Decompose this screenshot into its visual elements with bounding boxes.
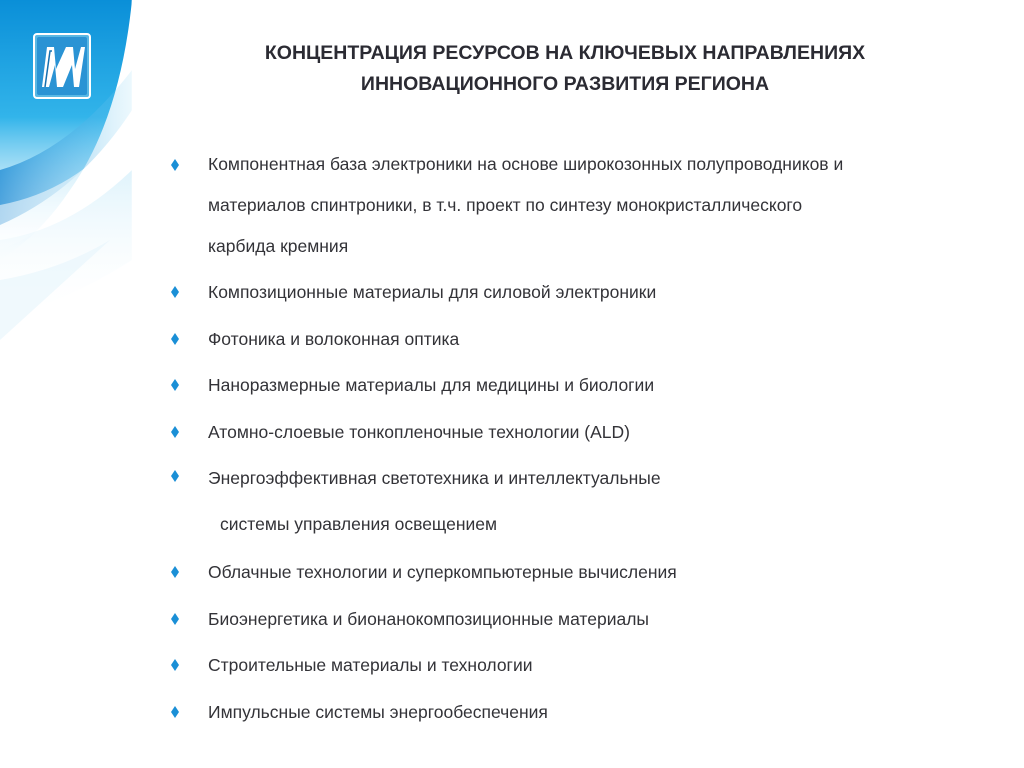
list-item-line: Компонентная база электроники на основе широкозонных полупроводников и [208,154,844,174]
diamond-bullet-icon [170,705,180,719]
list-item [168,642,998,689]
diamond-bullet-icon [170,469,180,483]
diamond-bullet-icon [170,332,180,346]
list-item [168,549,998,596]
directions-list [168,144,998,735]
list-item-text: Облачные технологии и суперкомпьютерные вычисления [208,562,677,582]
list-item-line: карбида кремния [208,236,349,256]
list-item [168,596,998,643]
list-item-text: Наноразмерные материалы для медицины и биологии [208,375,655,395]
diamond-bullet-icon [170,158,180,172]
list-item [168,316,998,363]
diamond-bullet-icon [170,565,180,579]
list-item-line: Энергоэффективная светотехника и интеллектуальные [208,468,661,488]
list-item-text: Атомно-слоевые тонкопленочные технологии (ALD) [208,421,630,442]
diamond-bullet-icon [170,378,180,392]
page-title [150,38,980,100]
list-item [168,362,998,409]
list-item-text: Фотоника и волоконная оптика [208,328,460,349]
logo-icon [33,33,91,99]
list-item-text: Импульсные системы энергообеспечения [208,701,548,722]
title-line-2: ИННОВАЦИОННОГО РАЗВИТИЯ РЕГИОНА [360,73,770,95]
list-item-line: системы управления освещением [220,514,498,534]
diamond-bullet-icon [170,612,180,626]
diamond-bullet-icon [170,658,180,672]
list-item [168,269,998,316]
list-item-text: Строительные материалы и технологии [208,655,533,675]
list-item [168,144,998,269]
list-item [168,689,998,736]
list-item-line: материалов спинтроники, в т.ч. проект по синтезу монокристаллического [208,195,803,215]
list-item [168,455,998,549]
title-line-1: КОНЦЕНТРАЦИЯ РЕСУРСОВ НА КЛЮЧЕВЫХ НАПРАВЛЕНИЯХ [264,42,866,64]
diamond-bullet-icon [170,425,180,439]
list-item [168,409,998,456]
list-item-text: Биоэнергетика и бионанокомпозиционные материалы [208,608,650,629]
diamond-bullet-icon [170,285,180,299]
list-item-text: Композиционные материалы для силовой электроники [208,282,657,302]
